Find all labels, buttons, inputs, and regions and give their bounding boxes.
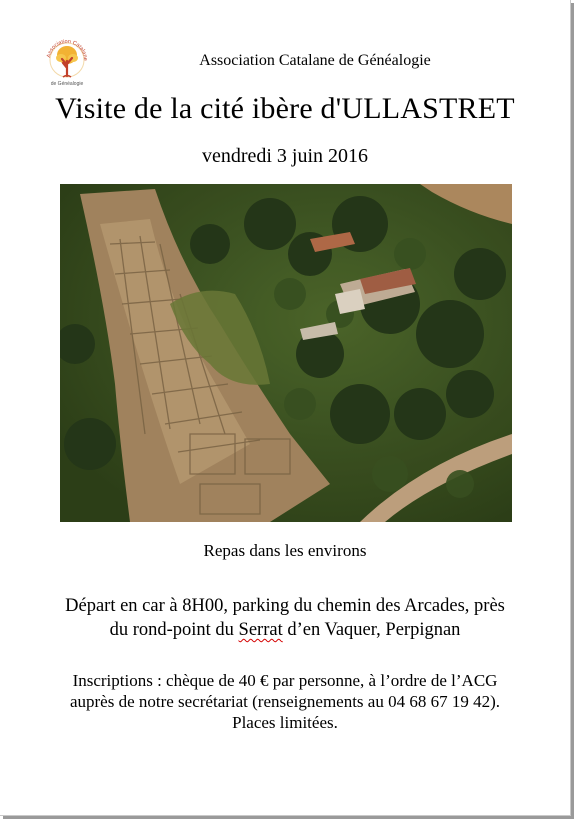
association-logo xyxy=(44,34,90,88)
departure-line-2 xyxy=(20,618,550,642)
meal-info: Repas dans les environs xyxy=(203,541,367,560)
association-name: Association Catalane de Généalogie xyxy=(199,52,431,69)
departure-line-1: Départ en car à 8H00, parking du chemin des Arcades, près xyxy=(65,596,505,616)
departure-line-2-start: du rond-point du xyxy=(109,620,239,640)
spellcheck-word: Serrat xyxy=(238,620,283,640)
registration-line-2: auprès de notre secrétariat (renseignements au 04 68 67 19 42). xyxy=(69,692,501,711)
departure-info xyxy=(20,594,550,642)
aerial-archaeological-site-photo xyxy=(60,184,512,522)
site-photo-illustration xyxy=(60,184,512,522)
page-title: Visite de la cité ibère d'ULLASTRET xyxy=(55,92,515,125)
registration-line-1: Inscriptions : chèque de 40 € par personne, à l’ordre de l’ACG xyxy=(72,671,498,690)
departure-line-2-end: d’en Vaquer, Perpignan xyxy=(282,620,461,640)
svg-text:Association Catalane: Association Catalane xyxy=(46,38,89,61)
family-tree-icon xyxy=(44,34,90,88)
event-date: vendredi 3 juin 2016 xyxy=(201,145,369,167)
registration-info xyxy=(20,670,550,733)
registration-line-3: Places limitées. xyxy=(232,713,338,732)
svg-text:de Généalogie: de Généalogie xyxy=(50,81,84,87)
